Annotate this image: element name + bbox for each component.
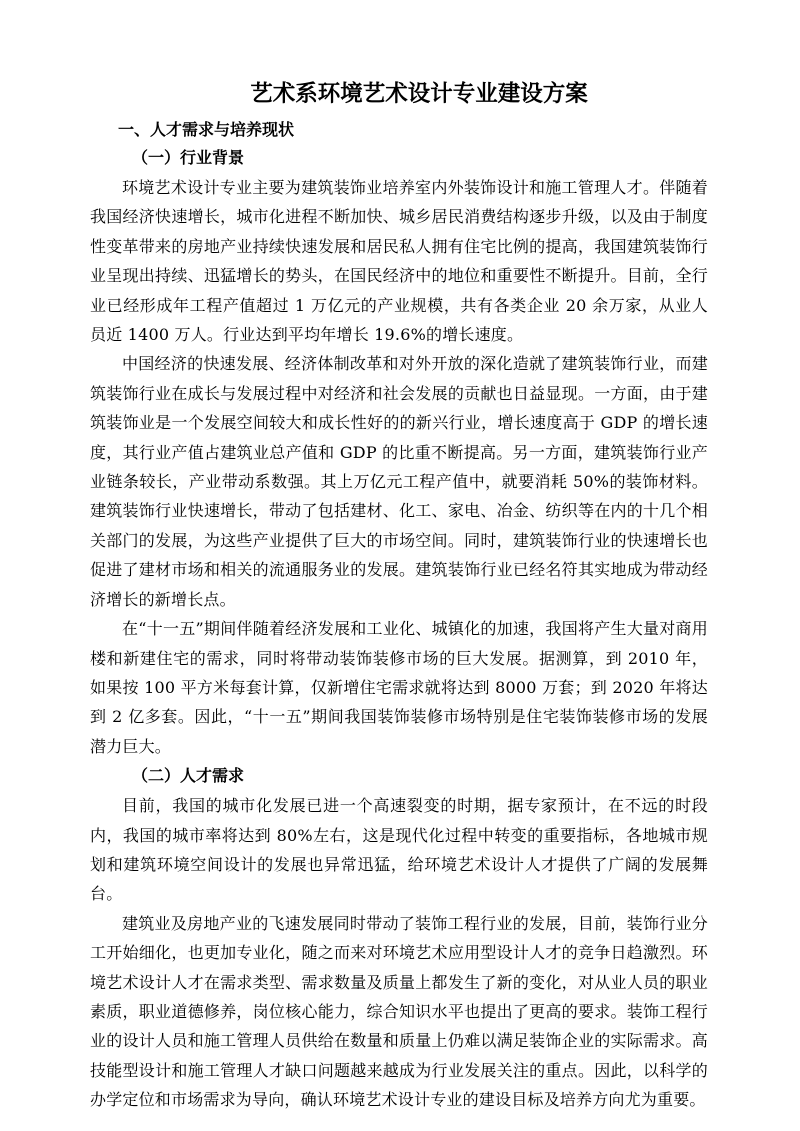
paragraph: 目前，我国的城市化发展已进一个高速裂变的时期，据专家预计，在不远的时段内，我国的城市率将达到 80%左右，这是现代化过程中转变的重要指标，各地城市规划和建筑环境空间设计的发展也异常迅猛，给环境艺术设计人才提供了广阔的发展舞台。 bbox=[90, 796, 708, 904]
paragraph: 建筑业及房地产业的飞速发展同时带动了装饰工程行业的发展，目前，装饰行业分工开始细化，也更加专业化，随之而来对环境艺术应用型设计人才的竞争日趋激烈。环境艺术设计人才在需求类型、需求数量及质量上都发生了新的变化，对从业人员的职业素质，职业道德修养，岗位核心能力，综合知识水平也提出了更高的要求。装饰工程行业的设计人员和施工管理人员供给在数量和质量上仍难以满足装饰企业的实际需求。高技能型设计和施工管理人才缺口问题越来越成为行业发展关注的重点。因此，以科学的办学定位和市场需求为导向，确认环境艺术设计专业的建设目标及培养方向尤为重要。 bbox=[90, 913, 708, 1110]
document-title: 艺术系环境艺术设计专业建设方案 bbox=[250, 81, 588, 107]
section-heading: 一、人才需求与培养现状 bbox=[118, 120, 295, 139]
paragraph: 环境艺术设计专业主要为建筑装饰业培养室内外装饰设计和施工管理人才。伴随着我国经济快速增长，城市化进程不断加快、城乡居民消费结构逐步升级，以及由于制度性变革带来的房地产业持续快速发展和居民私人拥有住宅比例的提高，我国建筑装饰行业呈现出持续、迅猛增长的势头，在国民经济中的地位和重要性不断提升。目前，全行业已经形成年工程产值超过 1 万亿元的产业规模，共有各类企业 20 余万家，从业人员近 1400 万人。行业达到平均年增长 19.6%的增长速度。 bbox=[90, 178, 708, 345]
subsection-heading-industry-background: （一）行业背景 bbox=[132, 148, 245, 167]
paragraph: 在“十一五”期间伴随着经济发展和工业化、城镇化的加速，我国将产生大量对商用楼和新建住宅的需求，同时将带动装饰装修市场的巨大发展。据测算，到 2010 年，如果按 100 平方米每套计算，仅新增住宅需求就将达到 8000 万套；到 2020 年将达到 2 亿多套。因此，“十一五”期间我国装饰装修市场特别是住宅装饰装修市场的发展潜力巨大。 bbox=[90, 619, 708, 756]
subsection-heading-talent-demand: （二）人才需求 bbox=[132, 766, 245, 786]
paragraph: 中国经济的快速发展、经济体制改革和对外开放的深化造就了建筑装饰行业，而建筑装饰行业在成长与发展过程中对经济和社会发展的贡献也日益显现。一方面，由于建筑装饰业是一个发展空间较大和成长性好的的新兴行业，增长速度高于 GDP 的增长速度，其行业产值占建筑业总产值和 GDP 的比重不断提高。另一方面，建筑装饰行业产业链条较长，产业带动系数强。其上万亿元工程产值中，就要消耗 50%的装饰材料。建筑装饰行业快速增长，带动了包括建材、化工、家电、冶金、纺织等在内的十几个相关部门的发展，为这些产业提供了巨大的市场空间。同时，建筑装饰行业的快速增长也促进了建材市场和相关的流通服务业的发展。建筑装饰行业已经名符其实地成为带动经济增长的新增长点。 bbox=[90, 354, 708, 609]
document-page bbox=[90, 78, 708, 1115]
